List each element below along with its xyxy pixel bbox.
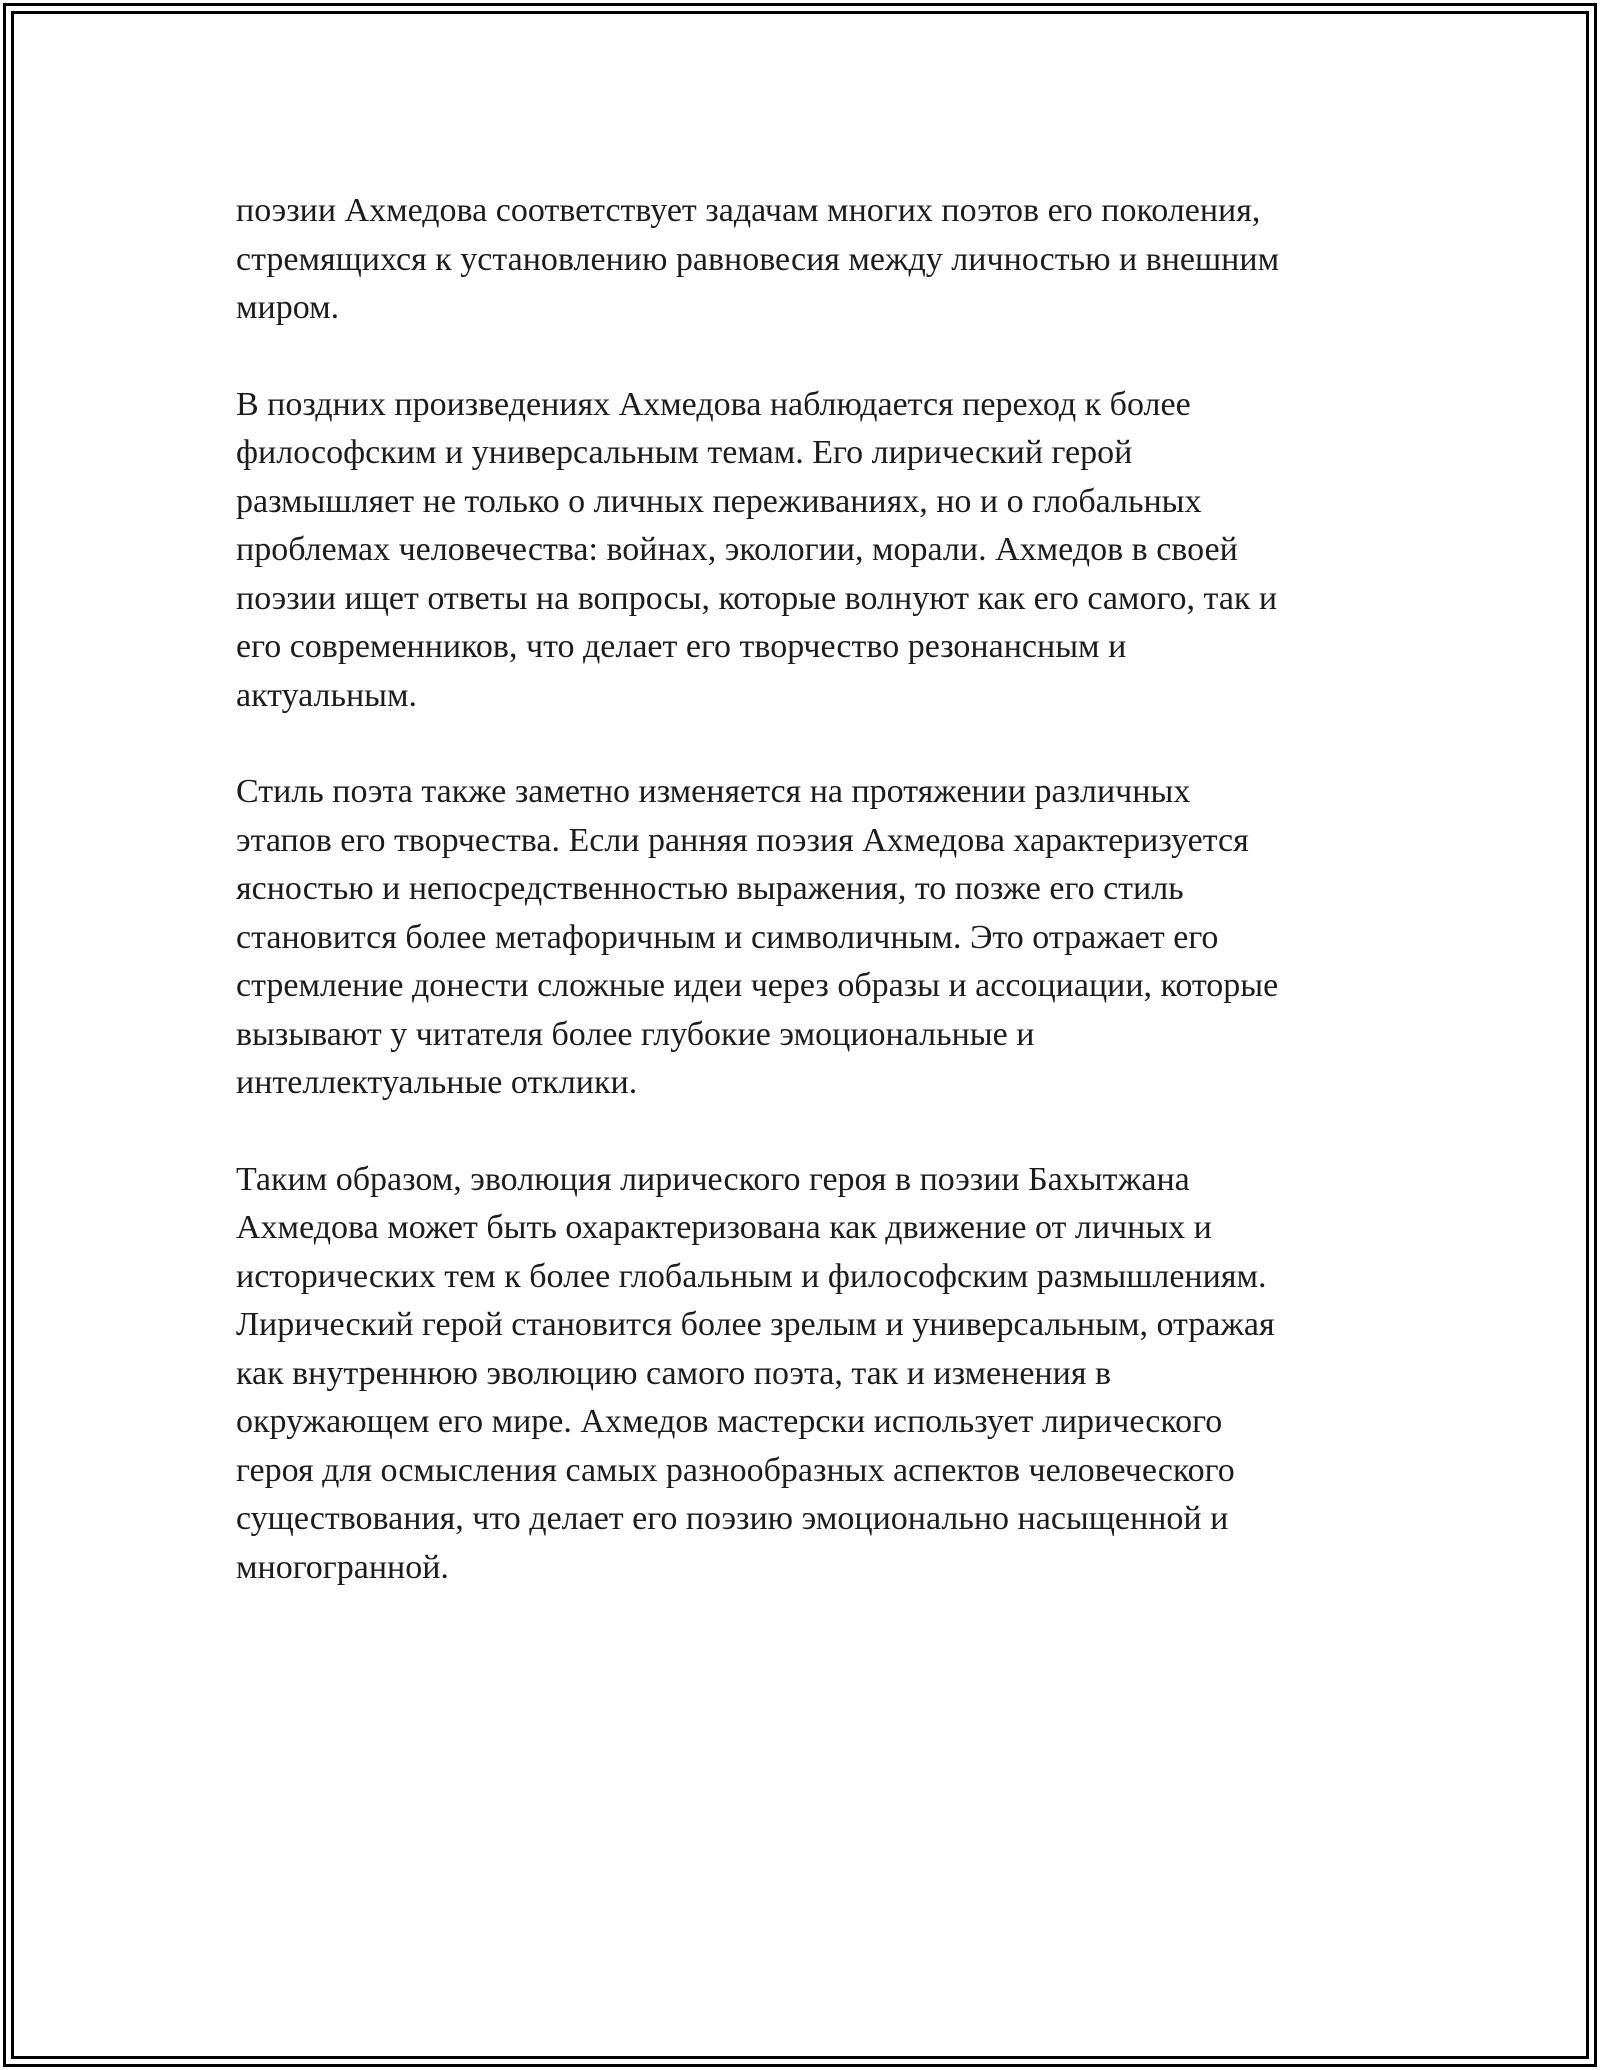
paragraph-1: поэзии Ахмедова соответствует задачам многих поэтов его поколения, стремящихся к установлению равновесия между личностью и внешним миром. [236,192,1280,326]
paragraph-3: Стиль поэта также заметно изменяется на протяжении различных этапов его творчества. Если ранняя поэзия Ахмедова характеризуется ясностью и непосредственностью выражения, то позже его стиль становится более метафоричным и символичным. Это отражает его стремление донести сложные идеи через образы и ассоциации, которые вызывают у читателя более глубокие эмоциональные и интеллектуальные отклики. [236,773,1279,1101]
paragraph-4: Таким образом, эволюция лирического героя в поэзии Бахытжана Ахмедова может быть охарактеризована как движение от личных и исторических тем к более глобальным и философским размышлениям. Лирический герой становится более зрелым и универсальным, отражая как внутреннюю эволюцию самого поэта, так и изменения в окружающем его мире. Ахмедов мастерски использует лирического героя для осмысления самых разнообразных аспектов человеческого существования, что делает его поэзию эмоционально насыщенной и многогранной. [236,1160,1275,1586]
document-body [236,187,1366,1640]
paragraph-2: В поздних произведениях Ахмедова наблюдается переход к более философским и универсальным темам. Его лирический герой размышляет не только о личных переживаниях, но и о глобальных проблемах человечества: войнах, экологии, морали. Ахмедов в своей поэзии ищет ответы на вопросы, которые волнуют как его самого, так и его современников, что делает его творчество резонансным и актуальным. [236,385,1278,714]
